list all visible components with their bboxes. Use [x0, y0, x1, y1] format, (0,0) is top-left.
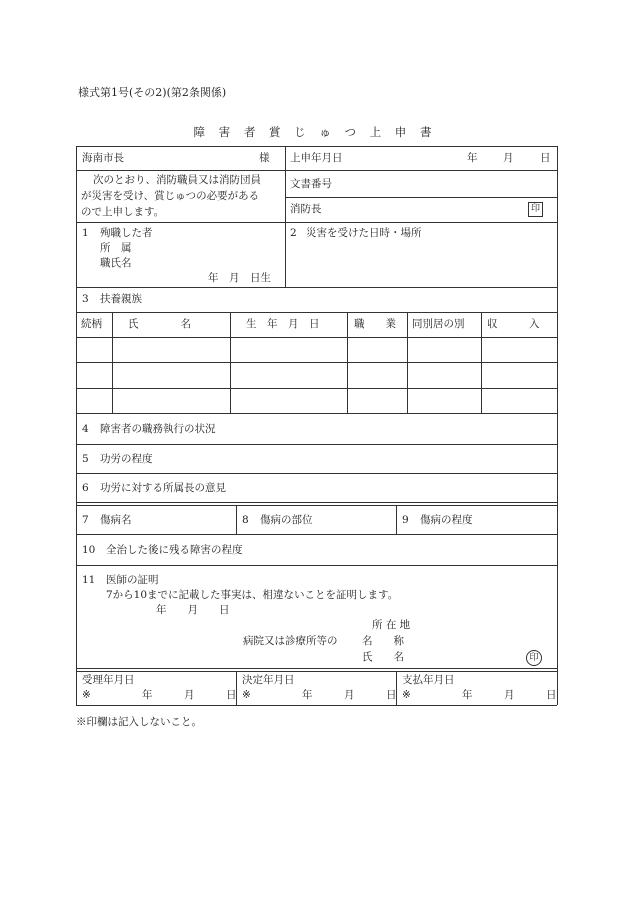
chief-seal-icon: 印 — [528, 202, 543, 217]
duty-status-field[interactable] — [240, 416, 555, 442]
dependent-1-income[interactable] — [482, 338, 556, 361]
dependent-1-relationship[interactable] — [77, 338, 111, 361]
sec11-number: 11 — [82, 574, 96, 586]
residual-disability-field[interactable] — [275, 537, 555, 563]
sec1-position-name: 職氏名 — [100, 257, 132, 269]
col-residence: 同別居の別 — [412, 318, 465, 330]
addressee-honorific: 様 — [259, 152, 270, 164]
sec6-number: 6 — [82, 482, 89, 494]
sec4-title: 障害者の職務執行の状況 — [100, 423, 216, 435]
dependent-2-name[interactable] — [113, 363, 229, 387]
filing-date-field[interactable] — [370, 148, 555, 168]
form-number: 様式第1号(その2)(第2条関係) — [78, 86, 227, 99]
dependent-2-occupation[interactable] — [348, 363, 406, 387]
dependent-2-residence[interactable] — [408, 363, 480, 387]
sec9-number: 9 — [402, 514, 409, 526]
col-birthdate: 生 年 月 日 — [246, 318, 320, 330]
col-occupation: 職 業 — [354, 318, 396, 330]
doctor-info-field[interactable] — [420, 615, 520, 665]
sec6-title: 功労に対する所属長の意見 — [100, 482, 226, 494]
doctor-name-label: 氏 名 — [362, 651, 404, 663]
sec1-number: 1 — [82, 227, 89, 239]
paid-date-parts: 年 月 日 — [462, 689, 557, 701]
dependent-3-occupation[interactable] — [348, 389, 406, 412]
received-date-label: 受理年月日 — [82, 674, 135, 686]
dependent-2-birthdate[interactable] — [231, 363, 346, 387]
paid-mark: ※ — [402, 689, 411, 701]
sec8-number: 8 — [242, 514, 249, 526]
sec5-number: 5 — [82, 453, 89, 465]
footnote: ※印欄は記入しないこと。 — [76, 716, 202, 728]
paid-date-label: 支払年月日 — [402, 674, 455, 686]
disaster-datetime-place-field[interactable] — [288, 244, 554, 284]
decided-date-label: 決定年月日 — [242, 674, 295, 686]
received-mark: ※ — [82, 689, 91, 701]
dependent-3-income[interactable] — [482, 389, 556, 412]
dependent-1-name[interactable] — [113, 338, 229, 361]
filing-year-unit: 年 — [467, 152, 478, 164]
filing-day-unit: 日 — [540, 152, 551, 164]
dependent-3-relationship[interactable] — [77, 389, 111, 412]
sec3-title: 扶養親族 — [100, 293, 142, 305]
sec5-title: 功労の程度 — [100, 453, 153, 465]
sec1-affiliation: 所 属 — [100, 242, 132, 254]
dependent-1-occupation[interactable] — [348, 338, 406, 361]
sec8-title: 傷病の部位 — [260, 514, 313, 526]
sec1-birth-date: 年 月 日生 — [208, 272, 271, 284]
sec2-title: 災害を受けた日時・場所 — [306, 227, 422, 239]
dependent-3-birthdate[interactable] — [231, 389, 346, 412]
sec10-title: 全治した後に残る障害の程度 — [106, 544, 243, 556]
intro-line-3: ので上申します。 — [81, 206, 165, 218]
sec3-number: 3 — [82, 293, 89, 305]
merit-degree-field[interactable] — [170, 446, 555, 471]
dependent-1-residence[interactable] — [408, 338, 480, 361]
injury-site-field[interactable] — [325, 507, 394, 532]
hospital-label: 病院又は診療所等の — [243, 635, 338, 647]
intro-line-2: が災害を受け、賞じゅつの必要がある — [81, 190, 260, 202]
filing-month-unit: 月 — [503, 152, 514, 164]
filing-date-label: 上申年月日 — [290, 152, 343, 164]
hospital-name-label: 名 称 — [362, 635, 404, 647]
document-title: 障 害 者 賞 じ ゅ つ 上 申 書 — [193, 125, 437, 139]
addressee: 海南市長 — [82, 152, 124, 164]
dependent-3-residence[interactable] — [408, 389, 480, 412]
injury-severity-field[interactable] — [485, 507, 555, 532]
sec11-statement: 7から10までに記載した事実は、相違ないことを証明します。 — [106, 589, 399, 601]
intro-line-1: 次のとおり、消防職員又は消防団員 — [93, 174, 261, 186]
decided-mark: ※ — [242, 689, 251, 701]
col-name: 氏 名 — [128, 318, 191, 330]
injury-name-field[interactable] — [140, 507, 234, 532]
dependent-1-birthdate[interactable] — [231, 338, 346, 361]
doctor-seal-icon: 印 — [526, 650, 542, 666]
doc-number-label: 文書番号 — [290, 178, 332, 190]
sec9-title: 傷病の程度 — [420, 514, 473, 526]
supervisor-opinion-field[interactable] — [250, 475, 555, 500]
sec1-title: 殉職した者 — [100, 227, 153, 239]
fire-chief-label: 消防長 — [290, 203, 322, 215]
sec11-title: 医師の証明 — [106, 574, 159, 586]
dependent-3-name[interactable] — [113, 389, 229, 412]
received-date-parts: 年 月 日 — [142, 689, 237, 701]
sec10-number: 10 — [82, 544, 96, 556]
decided-date-parts: 年 月 日 — [302, 689, 397, 701]
sec2-number: 2 — [290, 227, 297, 239]
sec11-date: 年 月 日 — [156, 604, 230, 616]
sec7-number: 7 — [82, 514, 89, 526]
dependent-2-income[interactable] — [482, 363, 556, 387]
deceased-info-field[interactable] — [150, 240, 280, 270]
sec7-title: 傷病名 — [100, 514, 132, 526]
col-relationship: 続柄 — [81, 318, 102, 330]
dependent-2-relationship[interactable] — [77, 363, 111, 387]
sec4-number: 4 — [82, 423, 89, 435]
hospital-location-label: 所 在 地 — [372, 619, 411, 631]
col-income: 収 入 — [487, 318, 540, 330]
doc-number-field[interactable] — [350, 172, 555, 195]
